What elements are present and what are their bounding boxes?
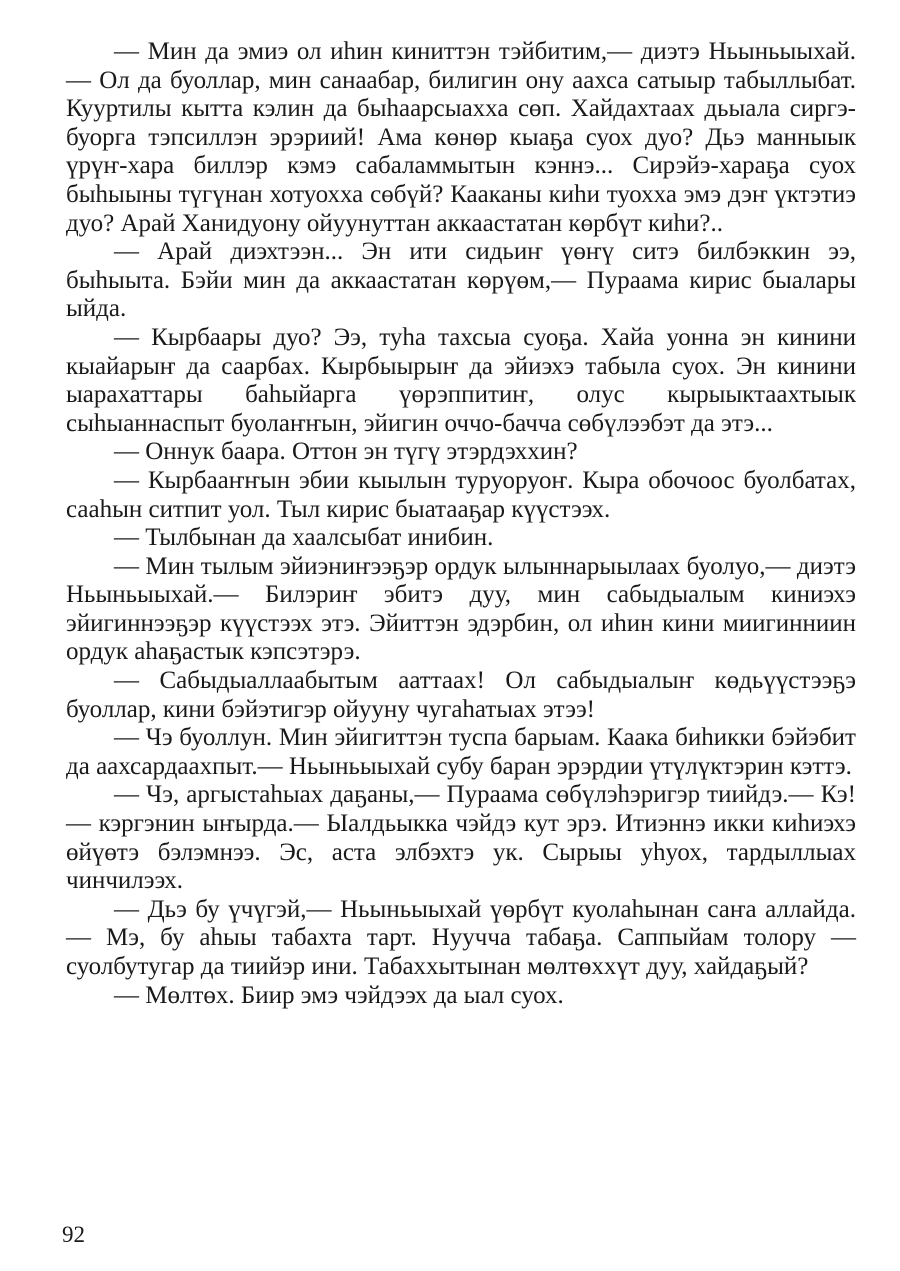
page-body-text [66, 38, 856, 1010]
paragraph: — Кырбаары дуо? Ээ, туһа тахсыа суоҕа. Хайа уонна эн кинини кыайарыҥ да саарбах. Кырбыырыҥ да эйиэхэ табыла суох. Эн кинини ыарахаттары баһыйарга үөрэппитиҥ, олус кырыыктаахтыык сыһыаннаспыт буолаҥҥын, эйигин оччо-баччa сөбүлээбэт да этэ... [66, 323, 856, 437]
paragraph: — Мин тылым эйиэниҥээҕэр ордук ылыннарыылаах буолуо,— диэтэ Ньыньыыхай.— Билэриҥ эбитэ дуу, мин сабыдыалым киниэхэ эйигиннээҕэр күүстээх этэ. Эйиттэн эдэрбин, ол иһин кини миигинниин ордук аһаҕастык кэпсэтэрэ. [66, 552, 856, 666]
paragraph: — Тылбынан да хаалсыбат инибин. [114, 524, 494, 552]
paragraph: — Мөлтөх. Биир эмэ чэйдээх да ыал суох. [114, 981, 564, 1009]
paragraph: — Дьэ бу үчүгэй,— Ньыньыыхай үөрбүт куолаһынан саҥа аллайда.— Мэ, бу аһыы табахта тарт. Нууччa табаҕа. Саппыйам толору — суолбутугар да тиийэр ини. Табаххытынан мөлтөххүт дуу, хайдаҕый? [66, 895, 856, 980]
paragraph: — Чэ буоллун. Мин эйигиттэн туспа барыам. Каака биһикки бэйэбит да аахсардаахпыт.— Ньыньыыхай субу баран эрэрдии үтүлүктэрин кэттэ. [66, 724, 856, 780]
paragraph: — Арай диэхтээн... Эн ити сидьиҥ үөҥү ситэ билбэккин ээ, быһыыта. Бэйи мин да аккаастатан көрүөм,— Пураама кирис быалары ыйда. [66, 238, 856, 323]
paragraph: — Кырбааҥҥын эбии кыылын туруоруоҥ. Кыра обочоос буолбатах, сааһын ситпит уол. Тыл кирис быатааҕар күүстээх. [66, 466, 856, 523]
paragraph: — Оннук баара. Оттон эн түгү этэрдэххин? [114, 438, 578, 466]
paragraph: — Чэ, аргыстаһыах даҕаны,— Пураама сөбүлэһэригэр тиийдэ.— Кэ! — кэргэнин ыҥырда.— Ыалдьыкка чэйдэ кут эрэ. Итиэннэ икки киһиэхэ өйүөтэ бэлэмнээ. Эс, аста элбэхтэ ук. Сырыы уһуох, тардыллыах чинчилээх. [66, 781, 856, 895]
paragraph: — Мин да эмиэ ол иһин киниттэн тэйбитим,— диэтэ Ньыньыыхай.— Ол да буоллар, мин санаабар, билигин ону аахса сатыыр табыллыбат. Кууртилы кытта кэлин да быһаарсыахха сөп. Хайдахтаах дьыала сиргэ-буорга тэпсиллэн эрэриий! Ама көнөр кыаҕа суох дуо? Дьэ манныык үрүҥ-хара биллэр кэмэ сабаламмытын кэннэ... Сирэйэ-хараҕа суох быһыыны түгүнан хотуохха сөбүй? Кааканы киһи туохха эмэ дэҥ үктэтиэ дуо? Арай Ханидуону ойуунуттан аккаастатан көрбүт киһи?.. [66, 38, 856, 237]
page-number: 92 [62, 1222, 85, 1247]
paragraph: — Сабыдыаллаабытым ааттаах! Ол сабыдыалыҥ көдьүүстээҕэ буоллар, кини бэйэтигэр ойууну чугаһатыах этээ! [66, 667, 856, 723]
